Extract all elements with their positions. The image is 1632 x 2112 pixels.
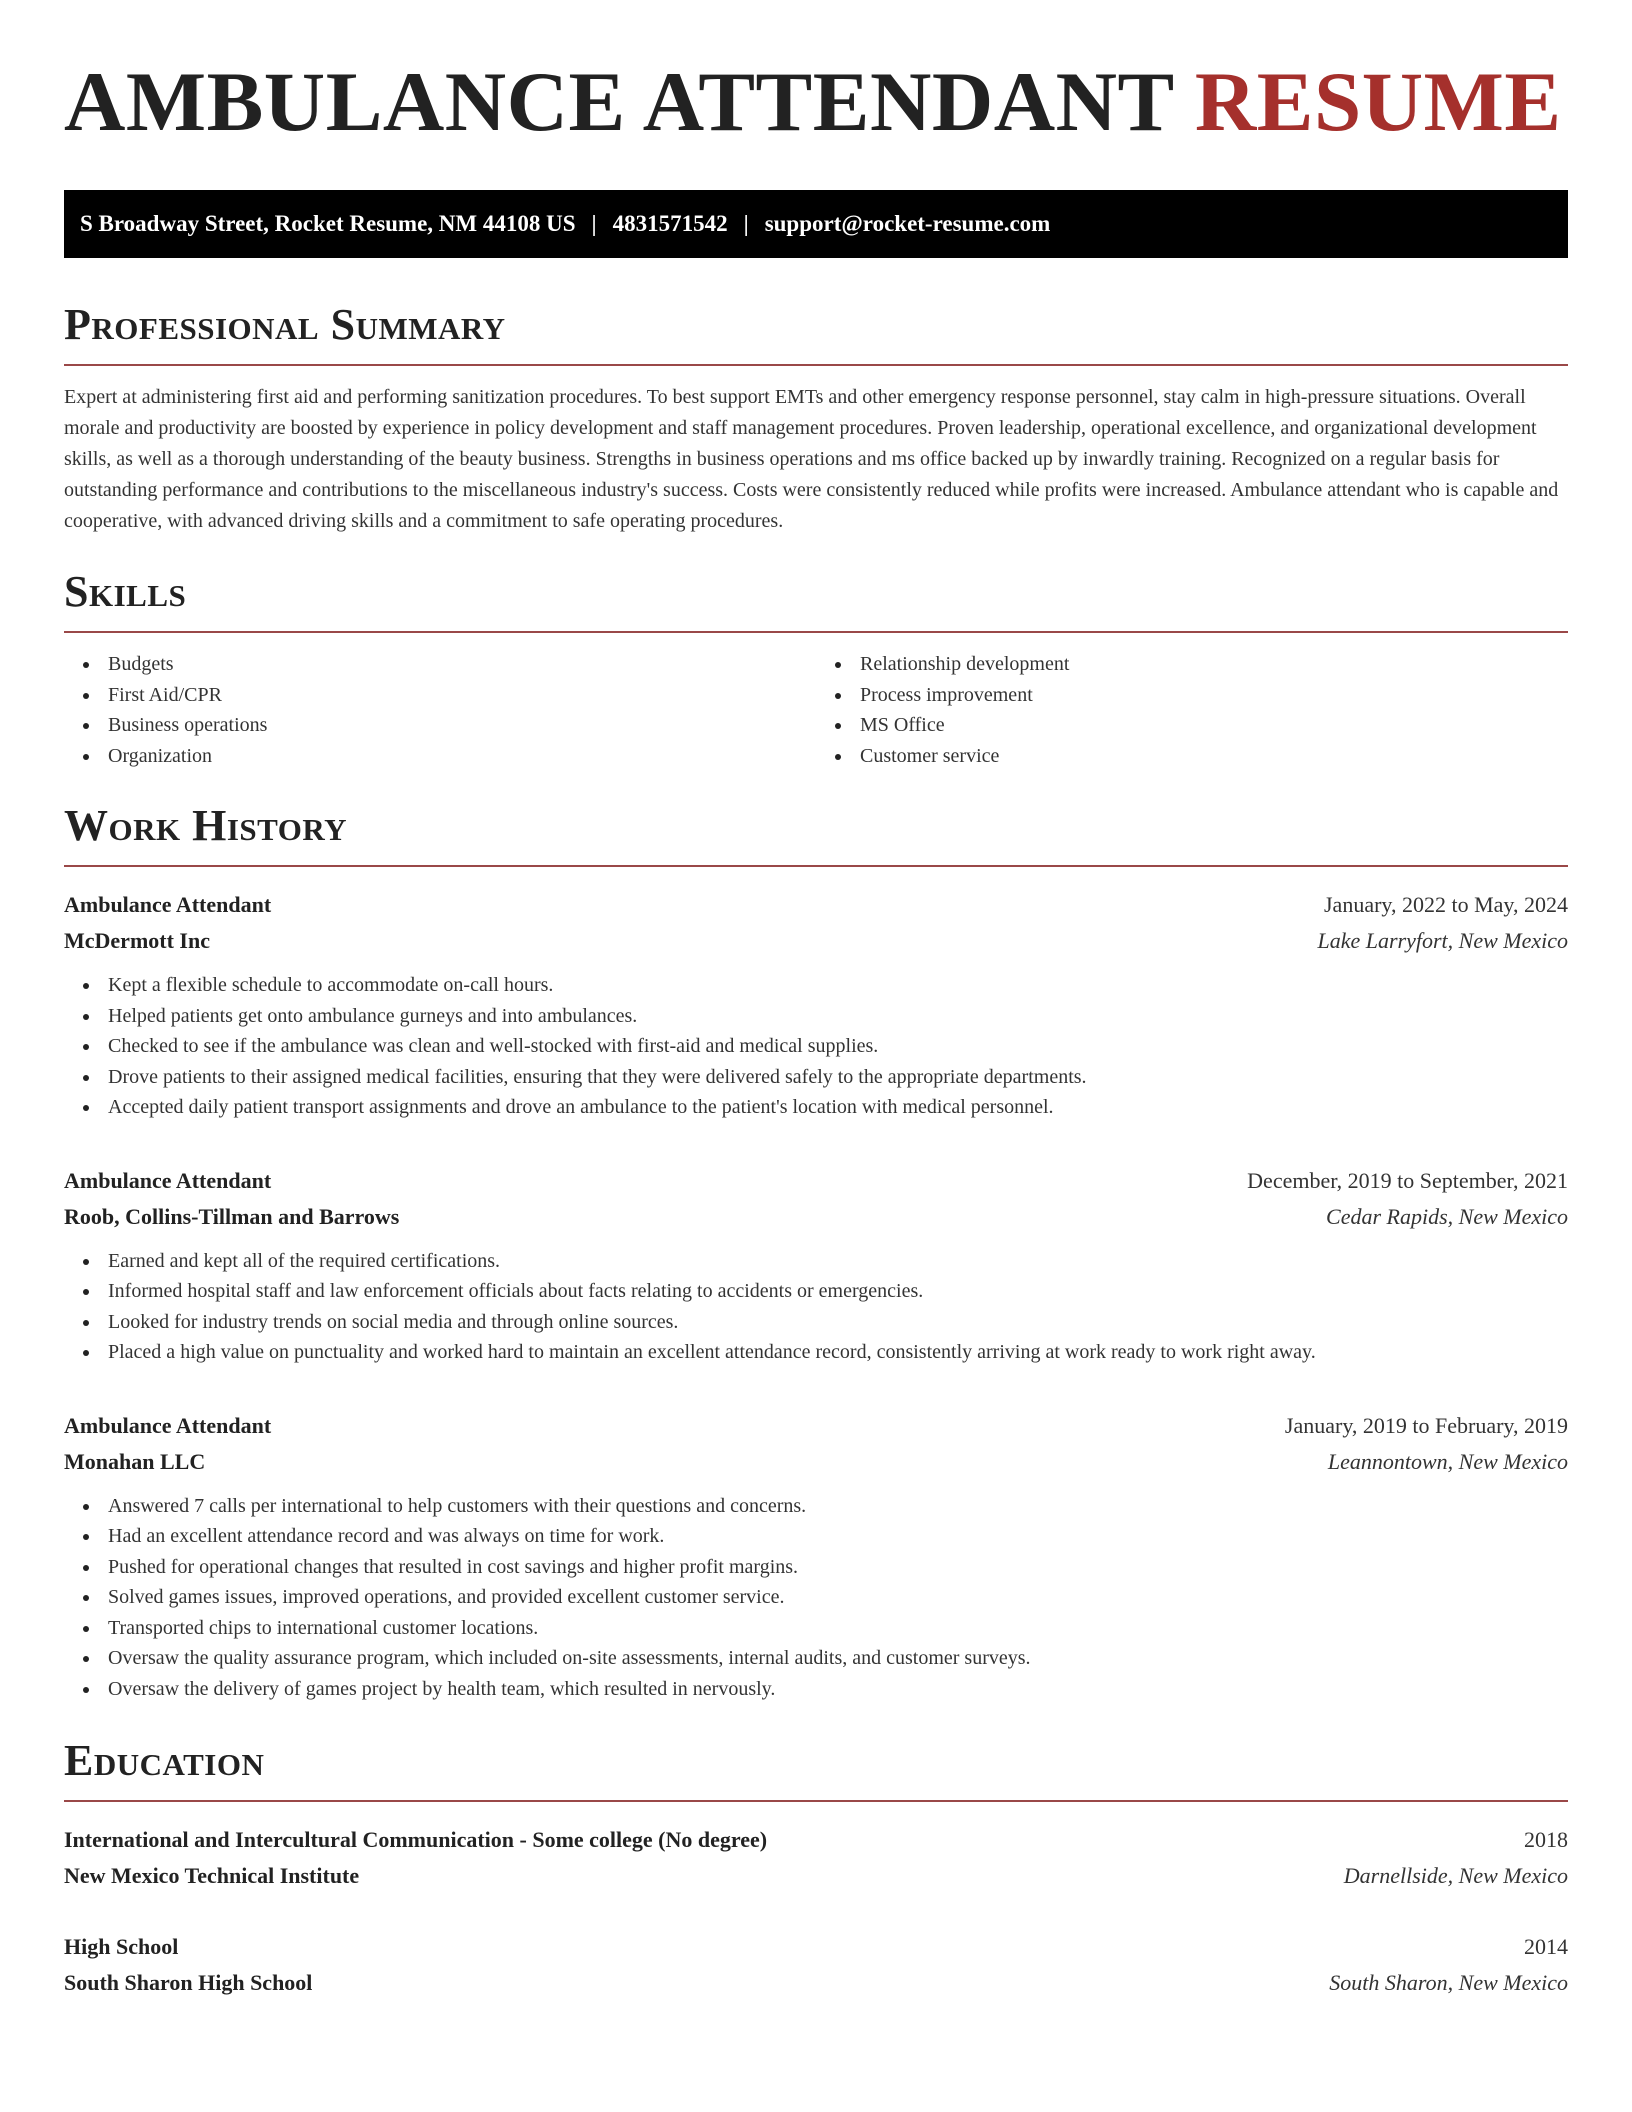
skill-item: Budgets (64, 649, 816, 680)
job-dates: January, 2019 to February, 2019 (1284, 1412, 1568, 1438)
job-dates: December, 2019 to September, 2021 (1247, 1167, 1568, 1193)
section-divider (64, 364, 1568, 366)
education-degree-row (64, 1822, 1568, 1858)
education-heading: Education (64, 1736, 265, 1785)
education-year: 2014 (1524, 1934, 1568, 1959)
education-school: South Sharon High School (64, 1970, 313, 1995)
job-company-row (64, 1199, 1568, 1235)
job-title: Ambulance Attendant (64, 1167, 272, 1193)
skill-item: First Aid/CPR (64, 680, 816, 711)
skills-columns (64, 649, 1568, 771)
job-location: Lake Larryfort, New Mexico (1317, 928, 1568, 953)
job-duty: Placed a high value on punctuality and worked hard to maintain an excellent attendance record, consistently arriving at work ready to work right away. (64, 1337, 1568, 1368)
skills-column-left (64, 649, 816, 771)
job-duty: Kept a flexible schedule to accommodate on-call hours. (64, 970, 1568, 1001)
education-degree: International and Intercultural Communication - Some college (No degree) (64, 1827, 768, 1852)
job-title: Ambulance Attendant (64, 892, 272, 917)
job-header-row (64, 887, 1568, 923)
job-entry (64, 1408, 1568, 1705)
job-duty: Checked to see if the ambulance was clean and well-stocked with first-aid and medical supplies. (64, 1031, 1568, 1062)
contact-separator: | (591, 211, 597, 236)
contact-bar (64, 190, 1568, 258)
contact-address: S Broadway Street, Rocket Resume, NM 44108 US (80, 211, 576, 236)
job-company-row (64, 923, 1568, 959)
education-location: Darnellside, New Mexico (1343, 1863, 1568, 1888)
skills-section (64, 567, 1568, 771)
job-company: McDermott Inc (64, 928, 210, 953)
skills-heading: Skills (64, 567, 187, 616)
education-degree: High School (64, 1934, 179, 1959)
skill-item: Organization (64, 741, 816, 772)
job-duty: Looked for industry trends on social media and through online sources. (64, 1307, 1568, 1338)
summary-heading: Professional Summary (64, 300, 506, 349)
skill-item: Business operations (64, 710, 816, 741)
contact-email: support@rocket-resume.com (764, 211, 1051, 236)
skills-list-right (816, 649, 1568, 771)
skill-item: Process improvement (816, 680, 1568, 711)
summary-text: Expert at administering first aid and performing sanitization procedures. To best support EMTs and other emergency response personnel, stay calm in high-pressure situations. Overall morale and productivity are boosted by experience in policy development and staff management procedures. Proven leadership, operational excellence, and organizational development skills, as well as a thorough understanding of the beauty business. Strengths in business operations and ms office backed up by inwardly training. Recognized on a regular basis for outstanding performance and contributions to the miscellaneous industry's success. Costs were consistently reduced while profits were increased. Ambulance attendant who is capable and cooperative, with advanced driving skills and a commitment to safe operating procedures. (64, 386, 1559, 532)
education-school: New Mexico Technical Institute (64, 1863, 360, 1888)
education-entry (64, 1822, 1568, 1894)
resume-title-accent: RESUME (1194, 55, 1562, 149)
resume-title-main: AMBULANCE ATTENDANT (64, 55, 1174, 149)
work-history-section (64, 801, 1568, 1704)
job-duty: Oversaw the quality assurance program, which included on-site assessments, internal audits, and customer surveys. (64, 1643, 1568, 1674)
job-duty: Had an excellent attendance record and was always on time for work. (64, 1521, 1568, 1552)
skills-list-left (64, 649, 816, 771)
education-entry (64, 1929, 1568, 2001)
job-duties-list (64, 970, 1568, 1123)
job-duty: Helped patients get onto ambulance gurneys and into ambulances. (64, 1001, 1568, 1032)
job-company-row (64, 1444, 1568, 1480)
job-company: Roob, Collins-Tillman and Barrows (64, 1203, 400, 1229)
section-divider (64, 1800, 1568, 1802)
job-header-row (64, 1408, 1568, 1444)
resume-title (64, 56, 1568, 148)
job-header-row (64, 1163, 1568, 1199)
job-location: Leannontown, New Mexico (1327, 1448, 1568, 1474)
job-duty: Answered 7 calls per international to help customers with their questions and concerns. (64, 1491, 1568, 1522)
skill-item: MS Office (816, 710, 1568, 741)
education-location: South Sharon, New Mexico (1329, 1970, 1568, 1995)
job-duties-list (64, 1246, 1568, 1368)
education-school-row (64, 1858, 1568, 1894)
summary-section (64, 300, 1568, 537)
job-duty: Solved games issues, improved operations, and provided excellent customer service. (64, 1582, 1568, 1613)
section-divider (64, 631, 1568, 633)
skills-column-right (816, 649, 1568, 771)
job-duties-list (64, 1491, 1568, 1705)
job-location: Cedar Rapids, New Mexico (1326, 1203, 1568, 1229)
section-divider (64, 865, 1568, 867)
education-school-row (64, 1965, 1568, 2001)
job-duty: Earned and kept all of the required certifications. (64, 1246, 1568, 1277)
job-title: Ambulance Attendant (64, 1412, 272, 1438)
job-duty: Drove patients to their assigned medical facilities, ensuring that they were delivered safely to the appropriate departments. (64, 1062, 1568, 1093)
job-company: Monahan LLC (64, 1448, 206, 1474)
contact-phone: 4831571542 (612, 211, 728, 236)
job-entry (64, 887, 1568, 1123)
job-entry (64, 1163, 1568, 1368)
skill-item: Customer service (816, 741, 1568, 772)
work-history-heading: Work History (64, 801, 348, 850)
job-dates: January, 2022 to May, 2024 (1324, 892, 1568, 917)
skill-item: Relationship development (816, 649, 1568, 680)
education-section (64, 1736, 1568, 2001)
job-duty: Informed hospital staff and law enforcement officials about facts relating to accidents or emergencies. (64, 1276, 1568, 1307)
job-duty: Pushed for operational changes that resulted in cost savings and higher profit margins. (64, 1552, 1568, 1583)
education-degree-row (64, 1929, 1568, 1965)
job-duty: Accepted daily patient transport assignments and drove an ambulance to the patient's location with medical personnel. (64, 1092, 1568, 1123)
education-year: 2018 (1524, 1827, 1568, 1852)
contact-separator: | (743, 211, 749, 236)
job-duty: Oversaw the delivery of games project by health team, which resulted in nervously. (64, 1674, 1568, 1705)
job-duty: Transported chips to international customer locations. (64, 1613, 1568, 1644)
